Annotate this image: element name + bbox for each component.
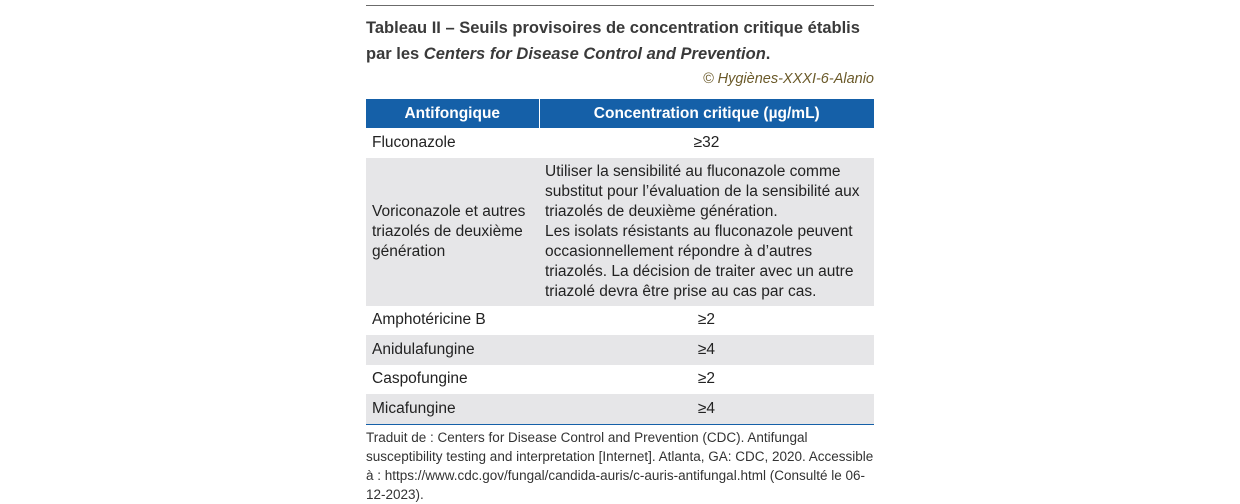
table-row xyxy=(366,335,874,365)
top-rule xyxy=(366,5,874,6)
value-cell: ≥2 xyxy=(697,370,716,388)
drug-cell: Anidulafungine xyxy=(366,335,539,365)
value-cell: ≥2 xyxy=(697,311,716,329)
source-note: Traduit de : Centers for Disease Control and Prevention (CDC). Antifungal susceptibility testing and interpretation [Internet]. Atlanta, GA: CDC, 2020. Accessible à : https://www.cdc.gov/fungal/candida-auris/c-auris-antifungal.html (Consulté le 06-12-2023). xyxy=(366,429,874,502)
table-title xyxy=(366,15,874,67)
title-italic: Centers for Disease Control and Prevention xyxy=(423,45,766,63)
value-line: Les isolats résistants au fluconazole peuvent occasionnellement répondre à d’autres triazolés. La décision de traiter avec un autre triazolé devra être prise au cas par cas. xyxy=(545,222,854,300)
drug-cell: Caspofungine xyxy=(372,370,468,388)
drug-cell: Voriconazole et autres triazolés de deuxième génération xyxy=(366,158,539,306)
value-cell: ≥32 xyxy=(693,133,720,151)
value-line: Utiliser la sensibilité au fluconazole comme substitut pour l’évaluation de la sensibilité aux triazolés de deuxième génération. xyxy=(545,162,860,220)
table-row xyxy=(366,306,874,336)
drug-cell: Amphotéricine B xyxy=(372,311,486,329)
table-row xyxy=(366,365,874,395)
header-antifungal: Antifongique xyxy=(366,99,539,128)
title-suffix: . xyxy=(765,45,771,63)
drug-cell: Fluconazole xyxy=(372,133,456,151)
copyright: © Hygiènes-XXXI-6-Alanio xyxy=(702,71,874,87)
header-concentration: Concentration critique (µg/mL) xyxy=(539,99,874,128)
value-cell: ≥4 xyxy=(539,335,874,365)
breakpoint-table xyxy=(366,99,874,425)
table-row xyxy=(366,158,874,306)
table-header-row xyxy=(366,99,874,128)
value-cell: ≥4 xyxy=(539,394,874,424)
drug-cell: Micafungine xyxy=(366,394,539,424)
document xyxy=(366,5,874,504)
title-prefix: Tableau II – Seuils provisoires de concentration critique établis par les xyxy=(366,19,860,63)
value-cell xyxy=(539,158,874,306)
table-row xyxy=(366,128,874,158)
table-row xyxy=(366,394,874,424)
